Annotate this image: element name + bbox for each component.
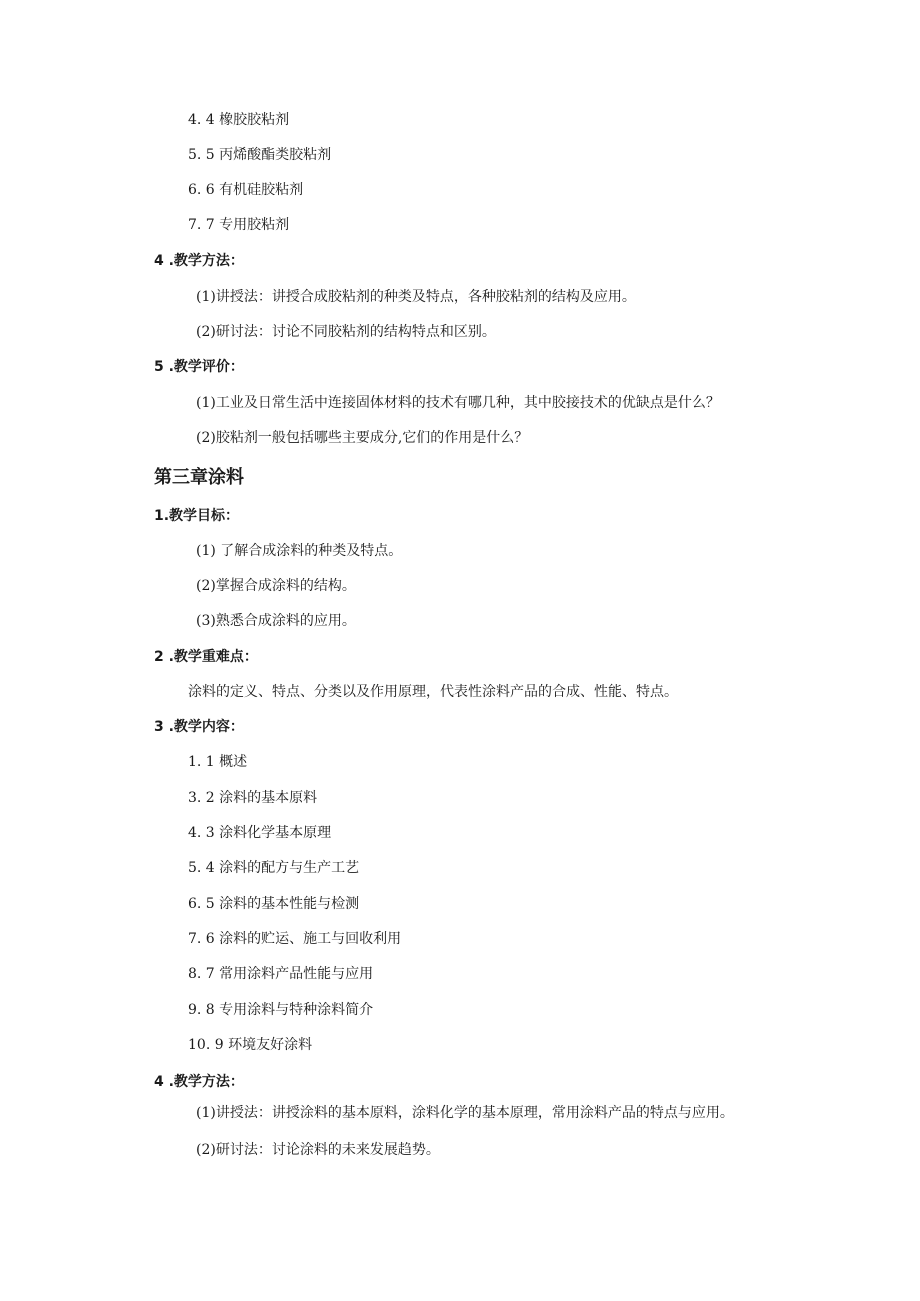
list-item: 6. 6 有机硅胶粘剂 bbox=[188, 182, 304, 198]
paragraph: (1)讲授法：讲授合成胶粘剂的种类及特点，各种胶粘剂的结构及应用。 bbox=[196, 289, 636, 305]
list-item: 6. 5 涂料的基本性能与检测 bbox=[188, 896, 360, 912]
section-heading: 4 .教学方法： bbox=[154, 1074, 244, 1090]
section-heading: 5 .教学评价： bbox=[154, 359, 244, 375]
paragraph: (1)工业及日常生活中连接固体材料的技术有哪几种，其中胶接技术的优缺点是什么？ bbox=[196, 395, 720, 411]
paragraph: (1)讲授法：讲授涂料的基本原料，涂料化学的基本原理，常用涂料产品的特点与应用。 bbox=[196, 1105, 734, 1121]
section-heading: 2 .教学重难点： bbox=[154, 649, 258, 665]
list-item: 3. 2 涂料的基本原料 bbox=[188, 790, 318, 806]
list-item: 4. 3 涂料化学基本原理 bbox=[188, 825, 332, 841]
list-item: 5. 5 丙烯酸酯类胶粘剂 bbox=[188, 147, 332, 163]
list-item: 1. 1 概述 bbox=[188, 754, 248, 770]
paragraph: (2)胶粘剂一般包括哪些主要成分,它们的作用是什么？ bbox=[196, 430, 529, 446]
list-item: 5. 4 涂料的配方与生产工艺 bbox=[188, 860, 360, 876]
paragraph: (2)掌握合成涂料的结构。 bbox=[196, 578, 356, 594]
paragraph: (1) 了解合成涂料的种类及特点。 bbox=[196, 543, 403, 559]
section-heading: 1.教学目标： bbox=[154, 508, 240, 524]
paragraph: (3)熟悉合成涂料的应用。 bbox=[196, 613, 356, 629]
list-item: 10. 9 环境友好涂料 bbox=[188, 1037, 313, 1053]
section-heading: 4 .教学方法： bbox=[154, 253, 244, 269]
list-item: 7. 6 涂料的贮运、施工与回收利用 bbox=[188, 931, 402, 947]
section-heading: 3 .教学内容： bbox=[154, 719, 244, 735]
paragraph: 涂料的定义、特点、分类以及作用原理，代表性涂料产品的合成、性能、特点。 bbox=[188, 684, 678, 700]
chapter-title: 第三章涂料 bbox=[154, 467, 244, 488]
paragraph: (2)研讨法：讨论不同胶粘剂的结构特点和区别。 bbox=[196, 324, 496, 340]
list-item: 7. 7 专用胶粘剂 bbox=[188, 217, 290, 233]
paragraph: (2)研讨法：讨论涂料的未来发展趋势。 bbox=[196, 1142, 440, 1158]
list-item: 9. 8 专用涂料与特种涂料简介 bbox=[188, 1002, 374, 1018]
list-item: 4. 4 橡胶胶粘剂 bbox=[188, 112, 290, 128]
list-item: 8. 7 常用涂料产品性能与应用 bbox=[188, 966, 374, 982]
